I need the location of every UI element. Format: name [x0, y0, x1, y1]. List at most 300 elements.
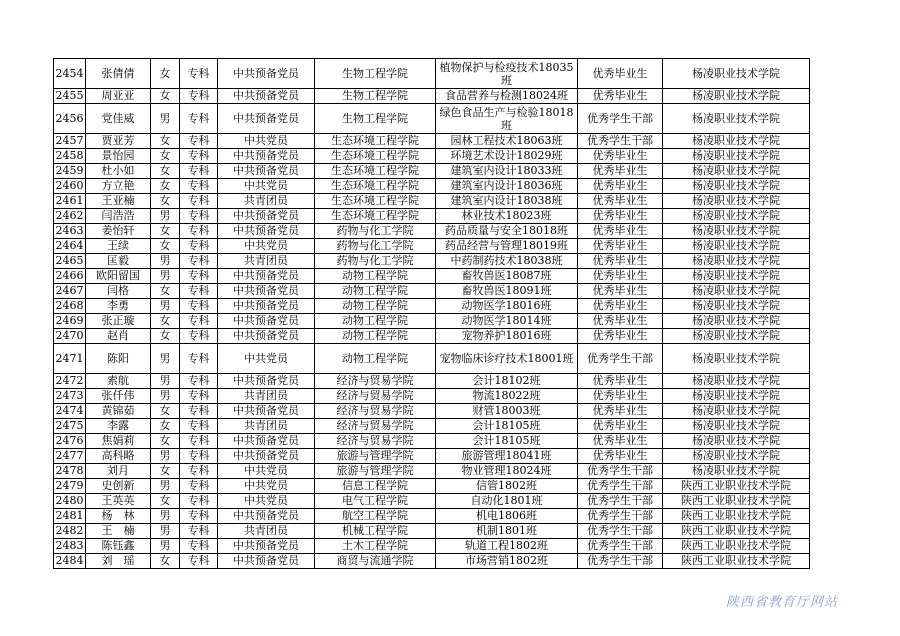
serial-number-cell: 2461	[55, 194, 84, 207]
table-row	[54, 524, 810, 539]
student-name-cell: 王 楠	[86, 524, 151, 539]
education-level-cell: 专科	[180, 479, 218, 494]
table-row	[54, 104, 810, 134]
gender-cell: 女	[151, 59, 180, 89]
honor-title-cell: 优秀毕业生	[578, 224, 663, 239]
table-row	[54, 254, 810, 269]
honor-title-cell: 优秀学生干部	[578, 134, 663, 149]
table-row	[54, 419, 810, 434]
education-level-cell: 专科	[180, 299, 218, 314]
table-row	[54, 179, 810, 194]
college-cell: 经济与贸易学院	[315, 434, 436, 449]
education-level-cell: 专科	[180, 509, 218, 524]
education-level-cell: 专科	[180, 89, 218, 104]
table-row	[54, 344, 810, 374]
student-name-cell: 杜小如	[86, 164, 151, 179]
student-name-cell: 党佳威	[86, 104, 151, 134]
serial-number-cell: 2466	[55, 269, 84, 282]
honor-title-cell: 优秀毕业生	[578, 179, 663, 194]
student-name-cell: 姜怡轩	[86, 224, 151, 239]
table-row	[54, 239, 810, 254]
honor-title-cell: 优秀毕业生	[578, 284, 663, 299]
education-level-cell: 专科	[180, 134, 218, 149]
table-row	[54, 209, 810, 224]
education-level-cell: 专科	[180, 314, 218, 329]
table-row	[54, 404, 810, 419]
political-status-cell: 中共预备党员	[218, 284, 315, 299]
college-cell: 经济与贸易学院	[315, 419, 436, 434]
political-status-cell: 中共预备党员	[218, 59, 315, 89]
serial-number-cell: 2484	[55, 554, 84, 567]
serial-number-cell: 2465	[55, 254, 84, 267]
gender-cell: 女	[151, 464, 180, 479]
gender-cell: 女	[151, 179, 180, 194]
table-row	[54, 494, 810, 509]
honor-title-cell: 优秀学生干部	[578, 509, 663, 524]
political-status-cell: 中共预备党员	[218, 329, 315, 344]
gender-cell: 女	[151, 314, 180, 329]
education-level-cell: 专科	[180, 404, 218, 419]
table-row	[54, 284, 810, 299]
school-cell: 陕西工业职业技术学院	[663, 509, 810, 524]
student-name-cell: 匡毅	[86, 254, 151, 269]
table-row	[54, 389, 810, 404]
class-name-cell: 畜牧兽医18087班	[436, 269, 578, 284]
political-status-cell: 中共党员	[218, 179, 315, 194]
class-name-cell: 宠物养护18016班	[436, 329, 578, 344]
honor-title-cell: 优秀毕业生	[578, 329, 663, 344]
gender-cell: 女	[151, 134, 180, 149]
class-name-cell: 会计18105班	[436, 419, 578, 434]
class-name-cell: 自动化1801班	[436, 494, 578, 509]
class-name-cell: 畜牧兽医18091班	[436, 284, 578, 299]
class-name-cell: 动物医学18014班	[436, 314, 578, 329]
table-row	[54, 554, 810, 569]
class-name-cell: 信管1802班	[436, 479, 578, 494]
education-level-cell: 专科	[180, 419, 218, 434]
school-cell: 杨凌职业技术学院	[663, 314, 810, 329]
student-name-cell: 周亚亚	[86, 89, 151, 104]
education-level-cell: 专科	[180, 389, 218, 404]
school-cell: 杨凌职业技术学院	[663, 374, 810, 389]
student-name-cell: 景怡园	[86, 149, 151, 164]
serial-number-cell: 2467	[55, 284, 84, 297]
class-name-cell: 物业管理18024班	[436, 464, 578, 479]
political-status-cell: 中共预备党员	[218, 149, 315, 164]
honor-title-cell: 优秀毕业生	[578, 149, 663, 164]
education-level-cell: 专科	[180, 254, 218, 269]
education-level-cell: 专科	[180, 449, 218, 464]
student-name-cell: 张倩倩	[86, 59, 151, 89]
school-cell: 杨凌职业技术学院	[663, 329, 810, 344]
serial-number-cell: 2459	[55, 164, 84, 177]
class-name-cell: 动物医学18016班	[436, 299, 578, 314]
table-row	[54, 164, 810, 179]
school-cell: 杨凌职业技术学院	[663, 254, 810, 269]
school-cell: 杨凌职业技术学院	[663, 404, 810, 419]
education-level-cell: 专科	[180, 209, 218, 224]
class-name-cell: 林业技术18023班	[436, 209, 578, 224]
honor-title-cell: 优秀毕业生	[578, 374, 663, 389]
honor-title-cell: 优秀学生干部	[578, 524, 663, 539]
political-status-cell: 中共党员	[218, 464, 315, 479]
honor-title-cell: 优秀毕业生	[578, 59, 663, 89]
college-cell: 生态环境工程学院	[315, 134, 436, 149]
serial-number-cell: 2482	[55, 524, 84, 537]
class-name-cell: 绿色食品生产与检验18018班	[436, 104, 578, 134]
gender-cell: 女	[151, 284, 180, 299]
college-cell: 旅游与管理学院	[315, 449, 436, 464]
college-cell: 动物工程学院	[315, 344, 436, 374]
college-cell: 生物工程学院	[315, 89, 436, 104]
school-cell: 陕西工业职业技术学院	[663, 524, 810, 539]
class-name-cell: 植物保护与检疫技术18035班	[436, 59, 578, 89]
class-name-cell: 药品经营与管理18019班	[436, 239, 578, 254]
political-status-cell: 中共党员	[218, 134, 315, 149]
serial-number-cell: 2462	[55, 209, 84, 222]
student-name-cell: 张正璇	[86, 314, 151, 329]
political-status-cell: 共青团员	[218, 194, 315, 209]
gender-cell: 男	[151, 539, 180, 554]
honor-title-cell: 优秀毕业生	[578, 194, 663, 209]
gender-cell: 男	[151, 449, 180, 464]
honor-title-cell: 优秀毕业生	[578, 269, 663, 284]
gender-cell: 男	[151, 104, 180, 134]
serial-number-cell: 2455	[55, 89, 84, 102]
political-status-cell: 中共预备党员	[218, 404, 315, 419]
honor-title-cell: 优秀毕业生	[578, 404, 663, 419]
class-name-cell: 园林工程技术18063班	[436, 134, 578, 149]
education-level-cell: 专科	[180, 149, 218, 164]
table-row	[54, 194, 810, 209]
school-cell: 陕西工业职业技术学院	[663, 479, 810, 494]
education-level-cell: 专科	[180, 269, 218, 284]
honor-title-cell: 优秀学生干部	[578, 494, 663, 509]
student-name-cell: 索航	[86, 374, 151, 389]
serial-number-cell: 2483	[55, 539, 84, 552]
honor-title-cell: 优秀学生干部	[578, 479, 663, 494]
political-status-cell: 中共预备党员	[218, 164, 315, 179]
table-row	[54, 149, 810, 164]
table-row	[54, 449, 810, 464]
gender-cell: 女	[151, 419, 180, 434]
student-name-cell: 黄锦茹	[86, 404, 151, 419]
college-cell: 电气工程学院	[315, 494, 436, 509]
serial-number-cell: 2457	[55, 134, 84, 147]
student-name-cell: 方立艳	[86, 179, 151, 194]
serial-number-cell: 2471	[54, 344, 86, 374]
school-cell: 杨凌职业技术学院	[663, 269, 810, 284]
serial-number-cell: 2481	[55, 509, 84, 522]
college-cell: 旅游与管理学院	[315, 464, 436, 479]
site-watermark: 陕西省教育厅网站	[726, 595, 839, 610]
serial-number-cell: 2469	[55, 314, 84, 327]
school-cell: 杨凌职业技术学院	[663, 434, 810, 449]
student-name-cell: 陈钰鑫	[86, 539, 151, 554]
serial-number-cell: 2456	[54, 104, 86, 134]
student-name-cell: 焦娟莉	[86, 434, 151, 449]
class-name-cell: 财管18003班	[436, 404, 578, 419]
gender-cell: 男	[151, 344, 180, 374]
education-level-cell: 专科	[180, 554, 218, 569]
class-name-cell: 市场营销1802班	[436, 554, 578, 569]
honor-title-cell: 优秀毕业生	[578, 254, 663, 269]
college-cell: 动物工程学院	[315, 269, 436, 284]
political-status-cell: 共青团员	[218, 254, 315, 269]
school-cell: 杨凌职业技术学院	[663, 194, 810, 209]
school-cell: 杨凌职业技术学院	[663, 164, 810, 179]
class-name-cell: 机电1806班	[436, 509, 578, 524]
college-cell: 机械工程学院	[315, 524, 436, 539]
gender-cell: 男	[151, 269, 180, 284]
education-level-cell: 专科	[180, 524, 218, 539]
school-cell: 杨凌职业技术学院	[663, 449, 810, 464]
serial-number-cell: 2472	[55, 374, 84, 387]
class-name-cell: 轨道工程1802班	[436, 539, 578, 554]
political-status-cell: 中共预备党员	[218, 449, 315, 464]
student-name-cell: 闫浩浩	[86, 209, 151, 224]
student-name-cell: 闫格	[86, 284, 151, 299]
political-status-cell: 中共预备党员	[218, 269, 315, 284]
education-level-cell: 专科	[180, 224, 218, 239]
political-status-cell: 中共预备党员	[218, 104, 315, 134]
student-name-cell: 陈阳	[86, 344, 151, 374]
gender-cell: 男	[151, 299, 180, 314]
serial-number-cell: 2460	[55, 179, 84, 192]
college-cell: 土木工程学院	[315, 539, 436, 554]
gender-cell: 男	[151, 479, 180, 494]
education-level-cell: 专科	[180, 104, 218, 134]
education-level-cell: 专科	[180, 179, 218, 194]
honor-title-cell: 优秀毕业生	[578, 389, 663, 404]
serial-number-cell: 2473	[55, 389, 84, 402]
gender-cell: 女	[151, 149, 180, 164]
school-cell: 杨凌职业技术学院	[663, 134, 810, 149]
education-level-cell: 专科	[180, 59, 218, 89]
class-name-cell: 会计18102班	[436, 374, 578, 389]
serial-number-cell: 2475	[55, 419, 84, 432]
college-cell: 经济与贸易学院	[315, 374, 436, 389]
table-row	[54, 269, 810, 284]
serial-number-cell: 2478	[55, 464, 84, 477]
honor-title-cell: 优秀毕业生	[578, 314, 663, 329]
gender-cell: 男	[151, 209, 180, 224]
honor-title-cell: 优秀毕业生	[578, 239, 663, 254]
political-status-cell: 中共预备党员	[218, 314, 315, 329]
school-cell: 杨凌职业技术学院	[663, 464, 810, 479]
school-cell: 杨凌职业技术学院	[663, 59, 810, 89]
gender-cell: 女	[151, 224, 180, 239]
class-name-cell: 宠物临床诊疗技术18001班	[436, 344, 578, 374]
honor-title-cell: 优秀学生干部	[578, 539, 663, 554]
college-cell: 生物工程学院	[315, 59, 436, 89]
school-cell: 杨凌职业技术学院	[663, 209, 810, 224]
college-cell: 商贸与流通学院	[315, 554, 436, 569]
political-status-cell: 中共预备党员	[218, 209, 315, 224]
table-row	[54, 224, 810, 239]
class-name-cell: 旅游管理18041班	[436, 449, 578, 464]
table-row	[54, 479, 810, 494]
political-status-cell: 中共预备党员	[218, 539, 315, 554]
education-level-cell: 专科	[180, 284, 218, 299]
political-status-cell: 中共预备党员	[218, 554, 315, 569]
honor-title-cell: 优秀毕业生	[578, 419, 663, 434]
honor-title-cell: 优秀学生干部	[578, 344, 663, 374]
political-status-cell: 中共预备党员	[218, 434, 315, 449]
political-status-cell: 中共党员	[218, 344, 315, 374]
student-name-cell: 高科略	[86, 449, 151, 464]
political-status-cell: 中共预备党员	[218, 224, 315, 239]
table-row	[54, 89, 810, 104]
college-cell: 药物与化工学院	[315, 224, 436, 239]
student-name-cell: 刘月	[86, 464, 151, 479]
college-cell: 生物工程学院	[315, 104, 436, 134]
political-status-cell: 共青团员	[218, 419, 315, 434]
school-cell: 杨凌职业技术学院	[663, 179, 810, 194]
education-level-cell: 专科	[180, 464, 218, 479]
serial-number-cell: 2463	[55, 224, 84, 237]
gender-cell: 女	[151, 404, 180, 419]
class-name-cell: 药品质量与安全18018班	[436, 224, 578, 239]
class-name-cell: 建筑室内设计18036班	[436, 179, 578, 194]
gender-cell: 男	[151, 389, 180, 404]
student-name-cell: 张仟伟	[86, 389, 151, 404]
honor-title-cell: 优秀毕业生	[578, 89, 663, 104]
political-status-cell: 中共党员	[218, 479, 315, 494]
college-cell: 药物与化工学院	[315, 239, 436, 254]
gender-cell: 女	[151, 89, 180, 104]
school-cell: 陕西工业职业技术学院	[663, 494, 810, 509]
political-status-cell: 中共预备党员	[218, 299, 315, 314]
honor-title-cell: 优秀学生干部	[578, 554, 663, 569]
political-status-cell: 中共党员	[218, 494, 315, 509]
political-status-cell: 中共预备党员	[218, 509, 315, 524]
student-name-cell: 刘 瑶	[86, 554, 151, 569]
college-cell: 信息工程学院	[315, 479, 436, 494]
gender-cell: 女	[151, 329, 180, 344]
college-cell: 航空工程学院	[315, 509, 436, 524]
political-status-cell: 共青团员	[218, 524, 315, 539]
gender-cell: 女	[151, 434, 180, 449]
education-level-cell: 专科	[180, 494, 218, 509]
education-level-cell: 专科	[180, 164, 218, 179]
school-cell: 杨凌职业技术学院	[663, 224, 810, 239]
student-name-cell: 王亚楠	[86, 194, 151, 209]
school-cell: 陕西工业职业技术学院	[663, 539, 810, 554]
school-cell: 杨凌职业技术学院	[663, 149, 810, 164]
class-name-cell: 建筑室内设计18033班	[436, 164, 578, 179]
honor-title-cell: 优秀毕业生	[578, 299, 663, 314]
political-status-cell: 中共预备党员	[218, 374, 315, 389]
education-level-cell: 专科	[180, 374, 218, 389]
college-cell: 生态环境工程学院	[315, 194, 436, 209]
serial-number-cell: 2476	[55, 434, 84, 447]
college-cell: 经济与贸易学院	[315, 389, 436, 404]
gender-cell: 女	[151, 194, 180, 209]
table-row	[54, 539, 810, 554]
student-name-cell: 李露	[86, 419, 151, 434]
table-row	[54, 509, 810, 524]
table-row	[54, 464, 810, 479]
class-name-cell: 会计18105班	[436, 434, 578, 449]
class-name-cell: 食品营养与检测18024班	[436, 89, 578, 104]
college-cell: 动物工程学院	[315, 329, 436, 344]
college-cell: 生态环境工程学院	[315, 164, 436, 179]
college-cell: 动物工程学院	[315, 299, 436, 314]
roster-body	[54, 59, 810, 569]
college-cell: 药物与化工学院	[315, 254, 436, 269]
education-level-cell: 专科	[180, 329, 218, 344]
school-cell: 杨凌职业技术学院	[663, 104, 810, 134]
student-name-cell: 王续	[86, 239, 151, 254]
student-name-cell: 李勇	[86, 299, 151, 314]
class-name-cell: 建筑室内设计18038班	[436, 194, 578, 209]
serial-number-cell: 2464	[55, 239, 84, 252]
honor-title-cell: 优秀毕业生	[578, 449, 663, 464]
serial-number-cell: 2468	[55, 299, 84, 312]
table-row	[54, 59, 810, 89]
class-name-cell: 环境艺术设计18029班	[436, 149, 578, 164]
class-name-cell: 机制1801班	[436, 524, 578, 539]
serial-number-cell: 2458	[55, 149, 84, 162]
political-status-cell: 中共党员	[218, 239, 315, 254]
school-cell: 杨凌职业技术学院	[663, 284, 810, 299]
education-level-cell: 专科	[180, 344, 218, 374]
school-cell: 杨凌职业技术学院	[663, 389, 810, 404]
school-cell: 杨凌职业技术学院	[663, 299, 810, 314]
serial-number-cell: 2479	[55, 479, 84, 492]
table-row	[54, 434, 810, 449]
school-cell: 杨凌职业技术学院	[663, 239, 810, 254]
student-name-cell: 史创新	[86, 479, 151, 494]
honor-title-cell: 优秀学生干部	[578, 104, 663, 134]
school-cell: 杨凌职业技术学院	[663, 419, 810, 434]
serial-number-cell: 2474	[55, 404, 84, 417]
student-name-cell: 赵肖	[86, 329, 151, 344]
school-cell: 陕西工业职业技术学院	[663, 554, 810, 569]
honor-title-cell: 优秀毕业生	[578, 434, 663, 449]
college-cell: 生态环境工程学院	[315, 149, 436, 164]
gender-cell: 男	[151, 509, 180, 524]
education-level-cell: 专科	[180, 194, 218, 209]
honor-roster-table	[53, 58, 810, 569]
college-cell: 动物工程学院	[315, 284, 436, 299]
college-cell: 生态环境工程学院	[315, 179, 436, 194]
table-row	[54, 374, 810, 389]
class-name-cell: 物流18022班	[436, 389, 578, 404]
honor-title-cell: 优秀毕业生	[578, 164, 663, 179]
table-row	[54, 299, 810, 314]
class-name-cell: 中药制药技术18038班	[436, 254, 578, 269]
education-level-cell: 专科	[180, 434, 218, 449]
political-status-cell: 中共预备党员	[218, 89, 315, 104]
student-name-cell: 欧阳留国	[86, 269, 151, 284]
table-row	[54, 329, 810, 344]
honor-title-cell: 优秀毕业生	[578, 209, 663, 224]
education-level-cell: 专科	[180, 539, 218, 554]
college-cell: 动物工程学院	[315, 314, 436, 329]
political-status-cell: 共青团员	[218, 389, 315, 404]
honor-title-cell: 优秀学生干部	[578, 464, 663, 479]
gender-cell: 男	[151, 254, 180, 269]
serial-number-cell: 2477	[55, 449, 84, 462]
education-level-cell: 专科	[180, 239, 218, 254]
table-row	[54, 314, 810, 329]
serial-number-cell: 2480	[55, 494, 84, 507]
school-cell: 杨凌职业技术学院	[663, 344, 810, 374]
student-name-cell: 杨 林	[86, 509, 151, 524]
student-name-cell: 贾亚芳	[86, 134, 151, 149]
